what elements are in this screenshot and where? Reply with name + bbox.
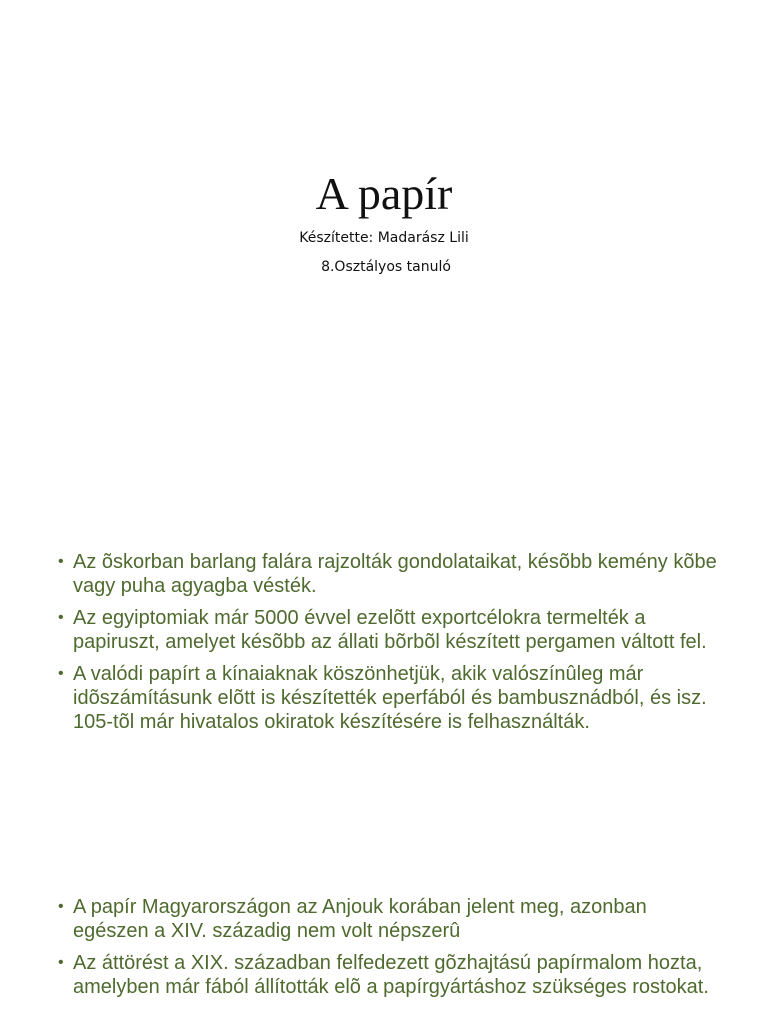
bullet-dot-icon: • [58,665,64,682]
bullet-item [56,895,720,943]
author-line: Készítette: Madarász Lili [299,230,469,246]
bullet-list-hungary [56,895,720,1007]
bullet-text: Az õskorban barlang falára rajzolták gondolataikat, késõbb kemény kõbe vagy puha agyagba vésték. [73,551,717,597]
bullet-item [56,606,720,654]
class-line: 8.Osztályos tanuló [321,259,451,275]
bullet-text: A valódi papírt a kínaiaknak köszönhetjük, akik valószínûleg már idõszámításunk elõtt is készítették eperfából és bambusznádból, és isz. 105-tõl már hivatalos okiratok készítésére is felhasználták. [73,663,707,733]
bullet-dot-icon: • [58,609,64,626]
bullet-dot-icon: • [58,954,64,971]
bullet-item [56,550,720,598]
bullet-item [56,951,720,999]
bullet-text: Az egyiptomiak már 5000 évvel ezelõtt exportcélokra termelték a papiruszt, amelyet késõbb az állati bõrbõl készített pergamen váltott fel. [73,607,707,653]
bullet-text: A papír Magyarországon az Anjouk korában jelent meg, azonban egészen a XIV. századig nem volt népszerû [73,896,647,942]
bullet-dot-icon: • [58,898,64,915]
bullet-text: Az áttörést a XIX. században felfedezett gõzhajtású papírmalom hozta, amelyben már fából állították elõ a papírgyártáshoz szükséges rostokat. [73,952,709,998]
bullet-dot-icon: • [58,553,64,570]
bullet-item [56,662,720,734]
slide-title: A papír [315,168,453,219]
bullet-list-history [56,550,720,742]
